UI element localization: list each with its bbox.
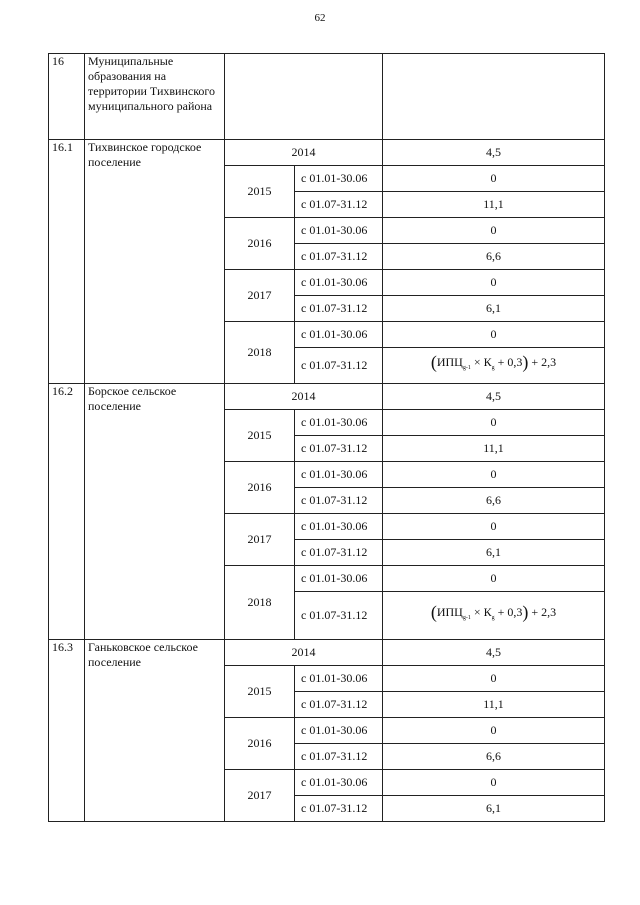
settlement-name: Тихвинское городское поселение xyxy=(85,140,225,384)
row-name: Муниципальные образования на территории Тихвинского муниципального района xyxy=(85,54,225,140)
year-cell: 2015 xyxy=(225,666,295,718)
row-number: 16 xyxy=(49,54,85,140)
year-cell: 2018 xyxy=(225,566,295,640)
period-cell: с 01.01-30.06 xyxy=(295,666,383,692)
base-year: 2014 xyxy=(225,384,383,410)
period-cell: с 01.01-30.06 xyxy=(295,770,383,796)
formula-part: ИПЦ xyxy=(436,605,463,619)
formula-part: ( xyxy=(430,602,437,622)
value-cell: 11,1 xyxy=(383,692,605,718)
value-cell: 0 xyxy=(383,770,605,796)
year-cell: 2017 xyxy=(225,514,295,566)
year-cell: 2016 xyxy=(225,462,295,514)
year-cell: 2018 xyxy=(225,322,295,384)
period-cell: с 01.07-31.12 xyxy=(295,296,383,322)
value-cell: 6,1 xyxy=(383,796,605,822)
period-cell: с 01.01-30.06 xyxy=(295,270,383,296)
section-row xyxy=(49,640,605,666)
value-cell: 0 xyxy=(383,666,605,692)
year-cell: 2016 xyxy=(225,218,295,270)
base-year: 2014 xyxy=(225,640,383,666)
base-value: 4,5 xyxy=(383,384,605,410)
formula-part: × К xyxy=(470,605,492,619)
value-cell: 6,6 xyxy=(383,244,605,270)
empty-cell xyxy=(383,54,605,140)
period-cell: с 01.01-30.06 xyxy=(295,218,383,244)
formula-part: + 0,3 xyxy=(494,355,523,369)
period-cell: с 01.01-30.06 xyxy=(295,166,383,192)
section-number: 16.1 xyxy=(49,140,85,384)
section-row xyxy=(49,140,605,166)
value-cell: 0 xyxy=(383,410,605,436)
year-cell: 2017 xyxy=(225,770,295,822)
period-cell: с 01.01-30.06 xyxy=(295,718,383,744)
period-cell: с 01.07-31.12 xyxy=(295,744,383,770)
value-cell: 6,6 xyxy=(383,744,605,770)
formula-part: × К xyxy=(470,355,492,369)
table-body xyxy=(49,54,605,822)
value-cell: 0 xyxy=(383,462,605,488)
value-cell: 0 xyxy=(383,270,605,296)
period-cell: с 01.07-31.12 xyxy=(295,540,383,566)
value-cell: 0 xyxy=(383,514,605,540)
empty-cell xyxy=(225,54,383,140)
settlement-name: Ганьковское сельское поселение xyxy=(85,640,225,822)
formula-part: ИПЦ xyxy=(436,355,463,369)
period-cell: с 01.07-31.12 xyxy=(295,244,383,270)
period-cell: с 01.07-31.12 xyxy=(295,436,383,462)
base-value: 4,5 xyxy=(383,140,605,166)
formula-part: + 2,3 xyxy=(528,355,557,369)
formula-part: g xyxy=(491,615,495,621)
formula-part: g-1 xyxy=(462,615,471,621)
period-cell: с 01.07-31.12 xyxy=(295,192,383,218)
settlement-name: Борское сельское поселение xyxy=(85,384,225,640)
period-cell: с 01.01-30.06 xyxy=(295,462,383,488)
period-cell: с 01.01-30.06 xyxy=(295,410,383,436)
page-number: 62 xyxy=(314,12,326,24)
value-cell: 6,1 xyxy=(383,296,605,322)
year-cell: 2015 xyxy=(225,166,295,218)
tariff-formula xyxy=(430,602,557,622)
value-cell: 0 xyxy=(383,166,605,192)
value-cell: 0 xyxy=(383,218,605,244)
value-cell xyxy=(383,348,605,384)
formula-part: g xyxy=(491,365,495,371)
header-row xyxy=(49,54,605,140)
year-cell: 2016 xyxy=(225,718,295,770)
section-number: 16.3 xyxy=(49,640,85,822)
value-cell: 6,6 xyxy=(383,488,605,514)
value-cell: 0 xyxy=(383,322,605,348)
formula-part: + 0,3 xyxy=(494,605,523,619)
value-cell: 0 xyxy=(383,566,605,592)
value-cell: 11,1 xyxy=(383,192,605,218)
tariff-formula xyxy=(430,352,557,372)
value-cell: 6,1 xyxy=(383,540,605,566)
year-cell: 2017 xyxy=(225,270,295,322)
base-year: 2014 xyxy=(225,140,383,166)
period-cell: с 01.01-30.06 xyxy=(295,514,383,540)
value-cell xyxy=(383,592,605,640)
formula-part: ) xyxy=(522,352,529,372)
value-cell: 11,1 xyxy=(383,436,605,462)
tariff-table xyxy=(48,53,605,822)
year-cell: 2015 xyxy=(225,410,295,462)
formula-part: g-1 xyxy=(462,365,471,371)
value-cell: 0 xyxy=(383,718,605,744)
period-cell: с 01.07-31.12 xyxy=(295,488,383,514)
period-cell: с 01.07-31.12 xyxy=(295,692,383,718)
formula-part: ) xyxy=(522,602,529,622)
formula-part: ( xyxy=(430,352,437,372)
period-cell: с 01.01-30.06 xyxy=(295,566,383,592)
period-cell: с 01.07-31.12 xyxy=(295,592,383,640)
section-row xyxy=(49,384,605,410)
section-number: 16.2 xyxy=(49,384,85,640)
period-cell: с 01.07-31.12 xyxy=(295,796,383,822)
period-cell: с 01.01-30.06 xyxy=(295,322,383,348)
base-value: 4,5 xyxy=(383,640,605,666)
formula-part: + 2,3 xyxy=(528,605,557,619)
period-cell: с 01.07-31.12 xyxy=(295,348,383,384)
